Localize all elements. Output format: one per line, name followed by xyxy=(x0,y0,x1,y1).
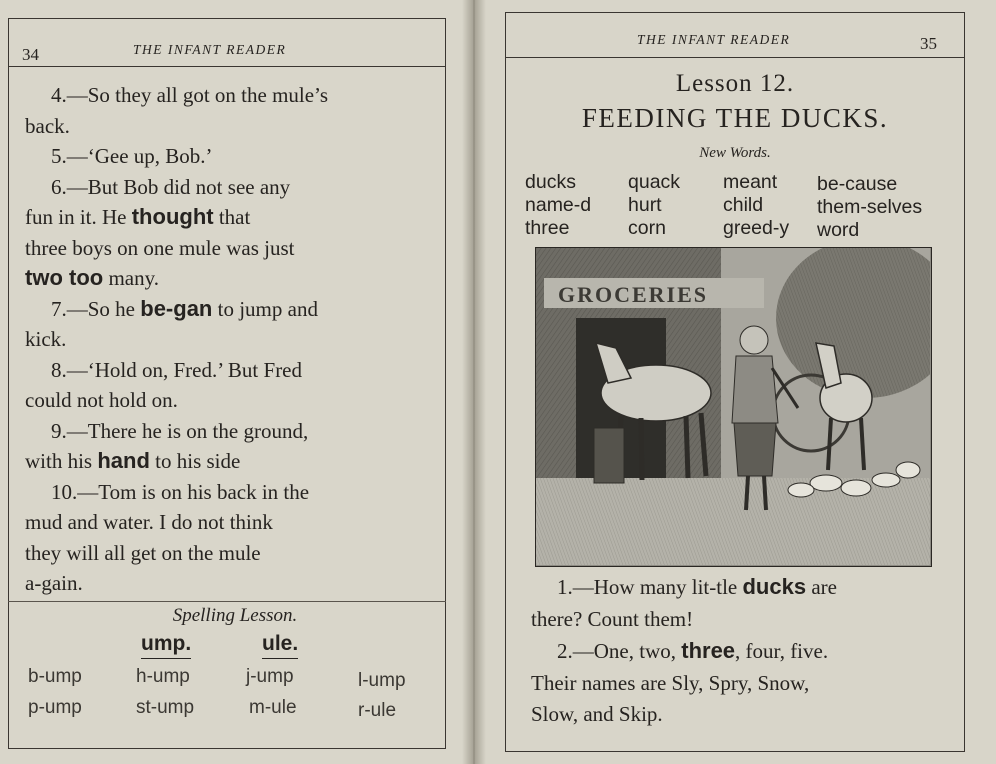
text-line xyxy=(25,355,426,386)
new-word: three xyxy=(525,217,570,239)
text-run: 10.—Tom is on his back in the xyxy=(51,479,310,504)
left-body-text xyxy=(25,80,426,599)
emphasized-word: thought xyxy=(131,204,214,229)
text-run: 6.—But Bob did not see any xyxy=(51,174,291,199)
text-run: a-gain. xyxy=(25,571,83,595)
new-word: corn xyxy=(628,217,666,239)
spelling-word: st-ump xyxy=(136,697,195,718)
text-run: 2.—One, two, xyxy=(557,639,682,663)
text-line xyxy=(531,571,946,604)
text-run: three boys on one mule was just xyxy=(25,235,295,260)
text-line xyxy=(25,294,426,325)
lesson-number: Lesson 12. xyxy=(675,70,795,97)
spelling-word: m-ule xyxy=(249,697,297,718)
book-gutter xyxy=(462,0,486,764)
right-header-rule xyxy=(505,57,965,58)
new-word: ducks xyxy=(525,171,576,193)
text-run: Slow, and Skip. xyxy=(531,702,663,726)
text-line xyxy=(25,263,426,294)
text-run: 5.—‘Gee up, Bob.’ xyxy=(51,144,213,168)
spelling-word: b-ump xyxy=(28,666,82,687)
text-line xyxy=(25,507,426,538)
text-line xyxy=(25,111,426,142)
text-run: 8.—‘Hold on, Fred.’ But Fred xyxy=(51,357,303,382)
text-run: 4.—So they all got on the mule’s xyxy=(51,83,329,107)
emphasized-word: be-gan xyxy=(140,295,213,321)
right-running-head: THE INFANT READER xyxy=(637,32,791,47)
text-line xyxy=(531,604,946,636)
text-run: many. xyxy=(103,266,159,290)
spelling-word: j-ump xyxy=(246,666,294,687)
text-line xyxy=(25,416,426,447)
engraving-drawing xyxy=(536,248,930,565)
text-line xyxy=(25,385,426,416)
lesson-title: FEEDING THE DUCKS. xyxy=(581,103,889,133)
text-run: 9.—There he is on the ground, xyxy=(51,418,309,443)
text-line xyxy=(531,635,946,668)
text-line xyxy=(25,477,426,508)
text-run: back. xyxy=(25,113,70,138)
text-line xyxy=(25,324,426,355)
text-run: 7.—So he xyxy=(51,296,141,321)
illustration-feeding-ducks xyxy=(535,247,932,567)
new-word: be-cause xyxy=(817,173,898,195)
emphasized-word: ducks xyxy=(742,574,807,599)
text-line xyxy=(25,233,426,264)
text-run: Their names are Sly, Spry, Snow, xyxy=(531,670,810,695)
spelling-word: h-ump xyxy=(136,666,190,687)
text-line xyxy=(25,141,426,172)
text-line xyxy=(25,538,426,569)
new-word: name-d xyxy=(525,194,592,216)
text-line xyxy=(531,668,946,700)
text-run: are xyxy=(806,575,837,599)
new-word: child xyxy=(723,194,764,216)
spelling-divider xyxy=(8,601,446,602)
text-run: mud and water. I do not think xyxy=(25,510,273,534)
text-line xyxy=(25,568,426,599)
left-running-head: THE INFANT READER xyxy=(133,42,287,57)
new-word: meant xyxy=(723,171,778,193)
text-run: they will all get on the mule xyxy=(25,540,261,565)
text-line xyxy=(25,202,426,233)
spelling-word: l-ump xyxy=(358,670,406,691)
text-run: there? Count them! xyxy=(531,606,694,631)
text-line xyxy=(25,172,426,203)
text-run: could not hold on. xyxy=(25,388,178,412)
emphasized-word: two too xyxy=(25,265,104,290)
text-run: kick. xyxy=(25,327,67,351)
text-run: that xyxy=(213,205,251,229)
text-line xyxy=(25,80,426,111)
store-sign-text: GROCERIES xyxy=(558,282,709,307)
text-run: fun in it. He xyxy=(25,205,132,229)
text-run: with his xyxy=(25,449,98,473)
right-page-number: 35 xyxy=(920,34,937,53)
text-line xyxy=(25,446,426,477)
spelling-ending-ump: ump. xyxy=(141,632,191,659)
right-body-text xyxy=(531,571,946,731)
spelling-word: p-ump xyxy=(28,697,82,718)
spelling-word: r-ule xyxy=(358,700,397,721)
new-word: quack xyxy=(628,171,681,193)
spelling-ending-ule: ule. xyxy=(262,632,298,659)
new-word: hurt xyxy=(628,194,662,216)
left-page-number: 34 xyxy=(22,45,39,64)
left-header-rule xyxy=(8,66,446,67)
new-word: them-selves xyxy=(817,196,923,218)
spelling-lesson-title: Spelling Lesson. xyxy=(172,605,298,626)
text-run: 1.—How many lit-tle xyxy=(557,575,743,599)
text-run: , four, five. xyxy=(735,639,829,663)
emphasized-word: hand xyxy=(97,448,150,473)
barrel xyxy=(594,428,624,483)
new-words-label: New Words. xyxy=(699,145,771,161)
new-word: word xyxy=(817,219,860,241)
emphasized-word: three xyxy=(681,638,736,663)
text-run: to his side xyxy=(149,449,241,473)
text-line xyxy=(531,699,946,731)
text-run: to jump and xyxy=(212,296,318,321)
new-word: greed-y xyxy=(723,217,790,239)
